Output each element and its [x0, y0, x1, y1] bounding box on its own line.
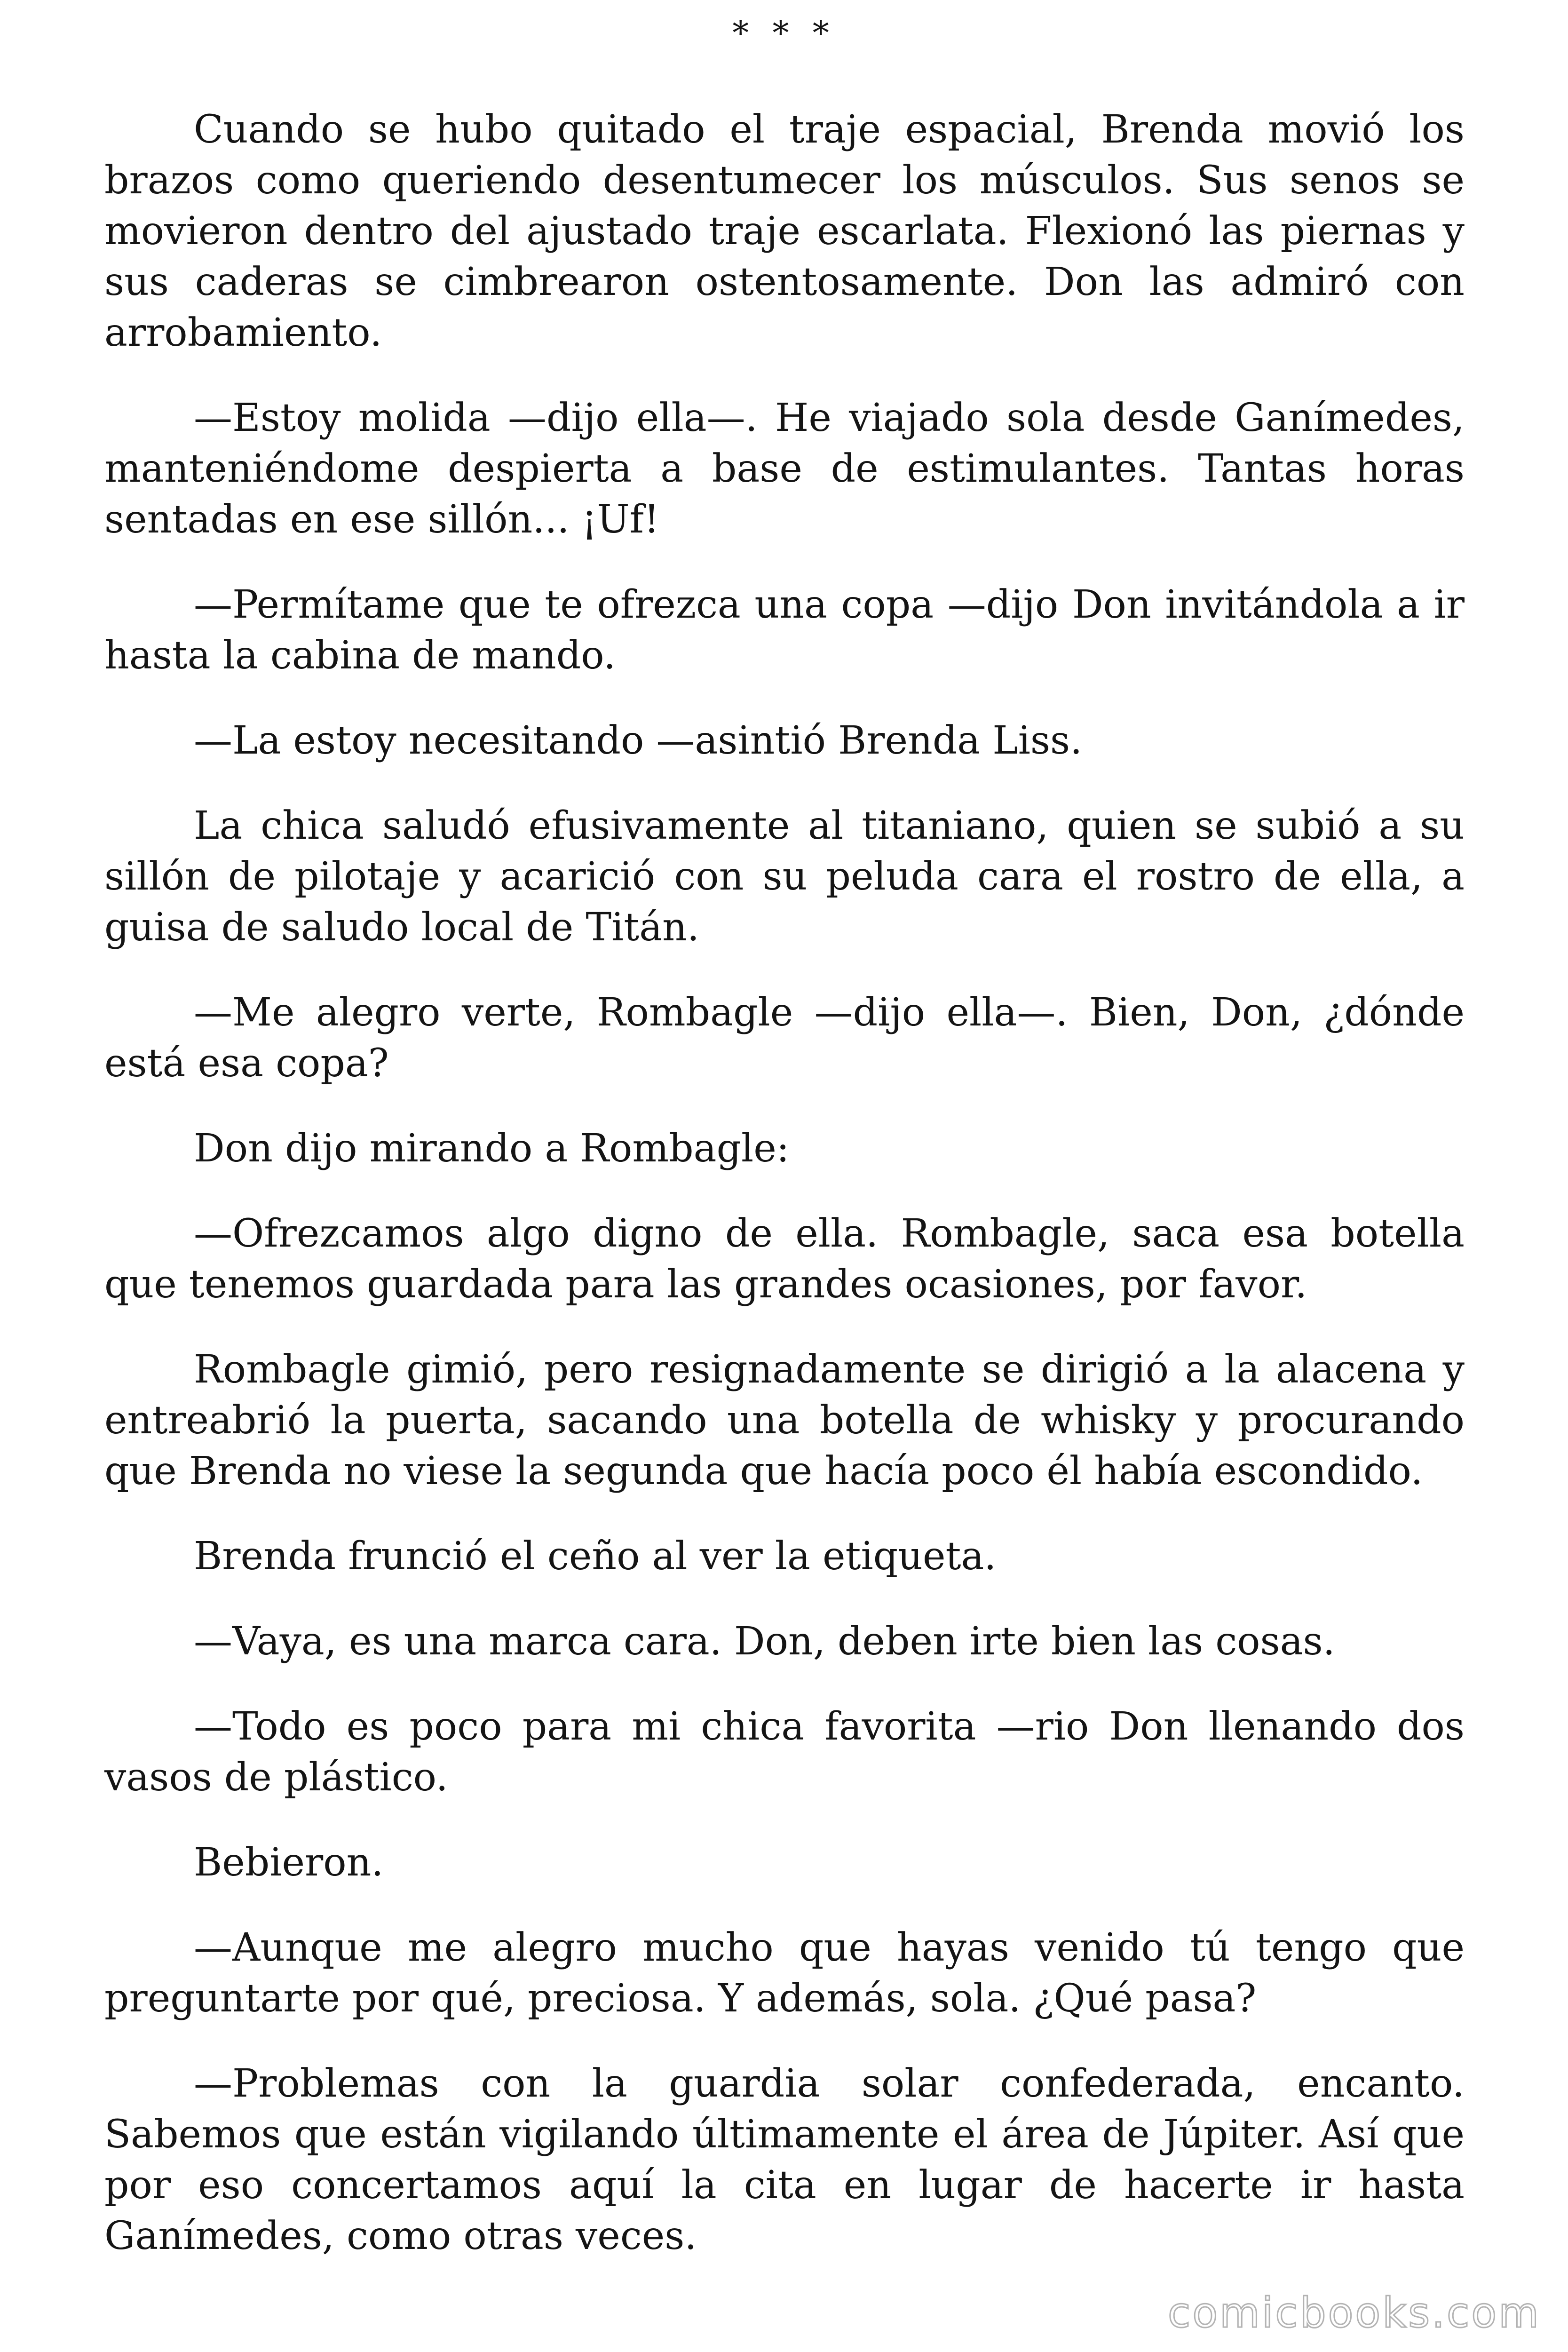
- paragraph: Brenda frunció el ceño al ver la etiqueta.: [194, 1534, 997, 1579]
- section-separator: * * *: [732, 14, 836, 52]
- paragraph: —Ofrezcamos algo digno de ella. Rombagle, saca esa botella que tenemos guardada para las grandes ocasiones, por favor.: [104, 1211, 1465, 1307]
- paragraph: —Estoy molida —dijo ella—. He viajado sola desde Ganímedes, manteniéndome despierta a base de estimulantes. Tantas horas sentadas en ese sillón... ¡Uf!: [104, 396, 1465, 542]
- paragraph: —Todo es poco para mi chica favorita —rio Don llenando dos vasos de plástico.: [104, 1704, 1465, 1800]
- paragraph: —Me alegro verte, Rombagle —dijo ella—. Bien, Don, ¿dónde está esa copa?: [104, 990, 1465, 1086]
- paragraph: Rombagle gimió, pero resignadamente se dirigió a la alacena y entreabrió la puerta, sacando una botella de whisky y procurando que Brenda no viese la segunda que hacía poco él había escondido.: [104, 1347, 1465, 1494]
- paragraph: —Problemas con la guardia solar confederada, encanto. Sabemos que están vigilando últimamente el área de Júpiter. Así que por eso concertamos aquí la cita en lugar de hacerte ir hasta Ganímedes, como otras veces.: [104, 2061, 1465, 2258]
- paragraph: —Permítame que te ofrezca una copa —dijo Don invitándola a ir hasta la cabina de mando.: [104, 582, 1465, 678]
- text-body: [104, 104, 1465, 2296]
- paragraph: —La estoy necesitando —asintió Brenda Liss.: [194, 718, 1083, 763]
- watermark-logo: comicbooks.com: [1167, 2288, 1541, 2337]
- paragraph: Don dijo mirando a Rombagle:: [194, 1126, 790, 1171]
- paragraph: Bebieron.: [194, 1840, 384, 1885]
- paragraph: —Aunque me alegro mucho que hayas venido tú tengo que preguntarte por qué, preciosa. Y además, sola. ¿Qué pasa?: [104, 1925, 1465, 2021]
- paragraph: La chica saludó efusivamente al titaniano, quien se subió a su sillón de pilotaje y acarició con su peluda cara el rostro de ella, a guisa de saludo local de Titán.: [104, 803, 1465, 950]
- paragraph: —Vaya, es una marca cara. Don, deben irte bien las cosas.: [194, 1619, 1335, 1664]
- paragraph: Cuando se hubo quitado el traje espacial, Brenda movió los brazos como queriendo desentumecer los músculos. Sus senos se movieron dentro del ajustado traje escarlata. Flexionó las piernas y sus caderas se cimbrearon ostentosamente. Don las admiró con arrobamiento.: [104, 107, 1465, 355]
